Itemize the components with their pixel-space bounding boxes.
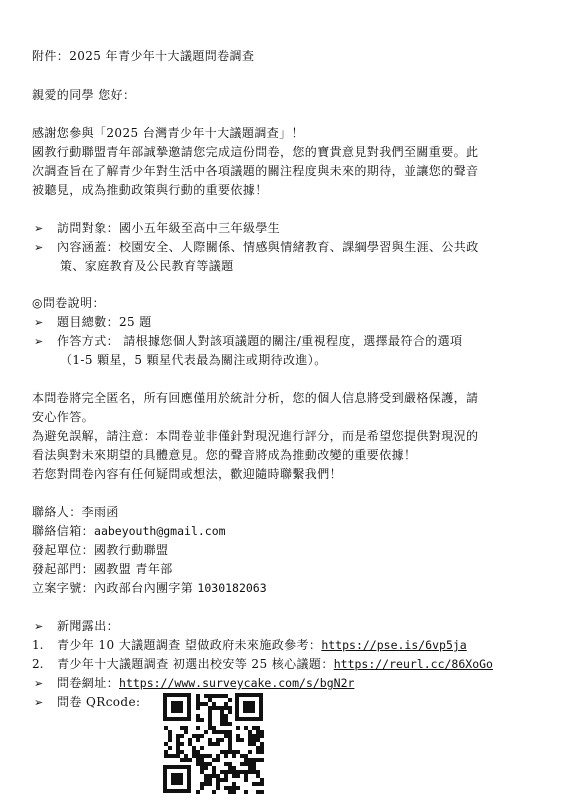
- instructions-heading: ◎問卷說明：: [32, 296, 105, 310]
- news-item-number: 2.: [32, 657, 44, 671]
- department: 發起部門：國教盟 青年部: [32, 562, 173, 576]
- news-link[interactable]: https://reurl.cc/86XoGo: [333, 657, 493, 671]
- survey-link[interactable]: https://www.surveycake.com/s/bgN2r: [119, 676, 355, 690]
- privacy-line-1: 本問卷將完全匿名，所有回應僅用於統計分析，您的個人信息將受到嚴格保護，請: [32, 391, 479, 405]
- target-audience: 訪問對象：國小五年級至高中三年級學生: [57, 221, 281, 235]
- organizer: 發起單位：國教行動聯盟: [32, 543, 169, 557]
- news-item-text: 青少年 10 大議題調查 望做政府未來施政參考：: [57, 638, 322, 652]
- news-item-text: 青少年十大議題調查 初選出校安等 25 核心議題：: [57, 657, 334, 671]
- question-total: 題目總數：25 題: [57, 315, 152, 329]
- attachment-title: 附件：2025 年青少年十大議題問卷調查: [32, 49, 255, 63]
- privacy-line-5: 若您對問卷內容有任何疑問或想法，歡迎隨時聯繫我們！: [32, 467, 343, 481]
- news-heading: 新聞露出：: [57, 619, 120, 633]
- qr-label: 問卷 QRcode:: [57, 695, 141, 709]
- registration-label: 立案字號：內政部台內團字第: [32, 581, 198, 595]
- registration-row: [32, 579, 267, 598]
- content-scope-2: 策、家庭教育及公民教育等議題: [60, 259, 234, 273]
- bullet-arrow-icon: ➢: [34, 316, 44, 329]
- contact-email-row: [32, 522, 226, 541]
- bullet-arrow-icon: ➢: [34, 335, 44, 348]
- intro-line-2: 次調查旨在了解青少年對生活中各項議題的關注程度與未來的期待，並讓您的聲音: [32, 164, 479, 178]
- bullet-arrow-icon: ➢: [34, 620, 44, 633]
- answer-method-2: （1-5 顆星，5 顆星代表最為關注或期待改進）。: [60, 353, 327, 367]
- privacy-line-3: 為避免誤解，請注意：本問卷並非僅針對現況進行評分，而是希望您提供對現況的: [32, 429, 479, 443]
- contact-email[interactable]: aabeyouth@gmail.com: [94, 524, 226, 538]
- news-item: [57, 636, 467, 655]
- survey-url-row: [57, 674, 354, 693]
- bullet-arrow-icon: ➢: [34, 677, 44, 690]
- bullet-arrow-icon: ➢: [34, 222, 44, 235]
- bullet-arrow-icon: ➢: [34, 696, 44, 709]
- registration-number: 1030182063: [197, 581, 267, 595]
- qr-code-icon[interactable]: [163, 693, 265, 807]
- survey-url-label: 問卷網址：: [57, 676, 120, 690]
- news-item-number: 1.: [32, 638, 44, 652]
- contact-email-label: 聯絡信箱：: [32, 524, 95, 538]
- intro-line-1: 國教行動聯盟青年部誠摯邀請您完成這份問卷，您的寶貴意見對我們至關重要。此: [32, 145, 479, 159]
- contact-person: 聯絡人：李雨函: [32, 505, 119, 519]
- thanks-line: 感謝您參與「2025 台灣青少年十大議題調查」！: [32, 126, 304, 140]
- privacy-line-4: 看法與對未來期望的具體意見。您的聲音將成為推動改變的重要依據！: [32, 448, 417, 462]
- qr-code-graphic: [163, 693, 265, 807]
- news-item: [57, 655, 493, 674]
- news-link[interactable]: https://pse.is/6vp5ja: [321, 638, 467, 652]
- intro-line-3: 被聽見，成為推動政策與行動的重要依據！: [32, 183, 268, 197]
- privacy-line-2: 安心作答。: [32, 410, 95, 424]
- content-scope-1: 內容涵蓋：校園安全、人際關係、情感與情緒教育、課綱學習與生涯、公共政: [57, 240, 479, 254]
- answer-method-1: 作答方式： 請根據您個人對該項議題的關注/重視程度，選擇最符合的選項: [57, 334, 463, 348]
- greeting: 親愛的同學 您好：: [32, 88, 136, 102]
- bullet-arrow-icon: ➢: [34, 241, 44, 254]
